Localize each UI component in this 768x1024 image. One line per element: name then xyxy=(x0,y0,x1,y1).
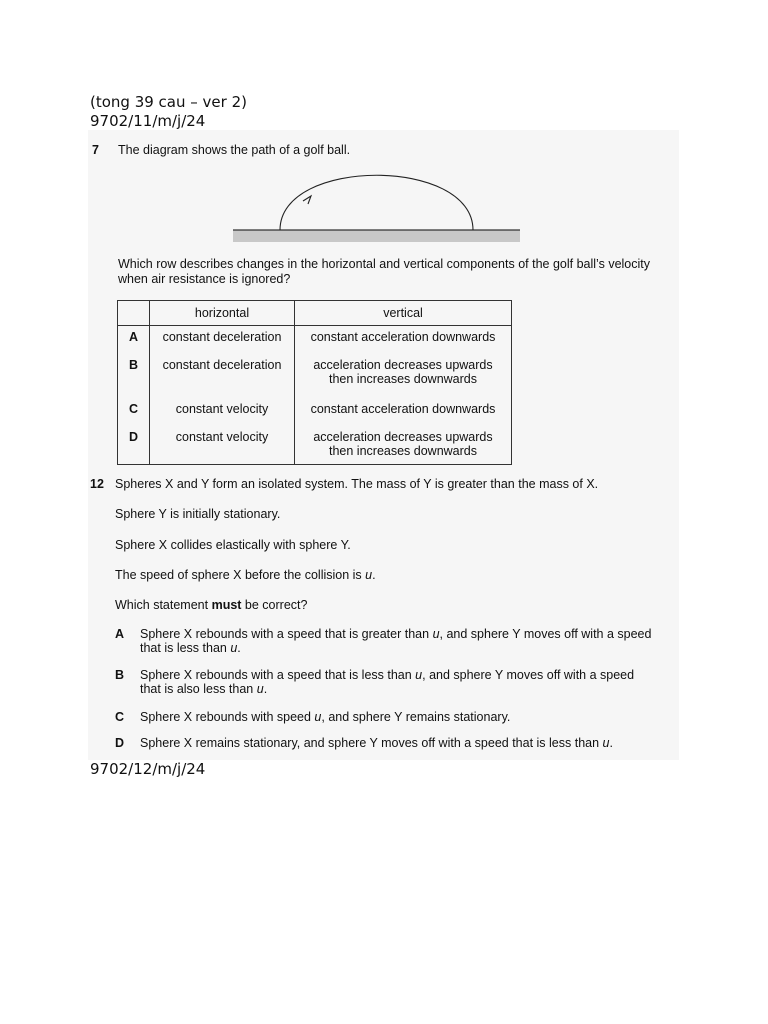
row-vertical-line-2: then increases downwards xyxy=(329,372,477,386)
direction-arrow-icon xyxy=(303,196,311,204)
header-line-2: 9702/11/m/j/24 xyxy=(90,112,206,130)
q7-question-line-2: when air resistance is ignored? xyxy=(118,272,291,286)
table-row xyxy=(118,326,512,355)
golf-ball-path-diagram xyxy=(233,170,521,245)
row-vertical-line-1: constant acceleration downwards xyxy=(310,402,496,416)
row-key: B xyxy=(118,354,150,398)
footer-code: 9702/12/m/j/24 xyxy=(90,760,206,778)
option-c-key: C xyxy=(115,710,125,724)
q7-options-table xyxy=(117,300,512,465)
q12-line-2: Sphere Y is initially stationary. xyxy=(115,507,281,521)
q12-line-5: Which statement must be correct? xyxy=(115,598,308,612)
row-vertical-line-2: then increases downwards xyxy=(329,444,477,458)
q12-line-1: Spheres X and Y form an isolated system. The mass of Y is greater than the mass of X. xyxy=(115,477,599,491)
q12-number: 12 xyxy=(90,477,104,491)
row-horizontal: constant deceleration xyxy=(150,354,295,398)
row-key: D xyxy=(118,426,150,465)
header-line-1: (tong 39 cau – ver 2) xyxy=(90,93,247,111)
row-key: C xyxy=(118,398,150,426)
row-horizontal: constant velocity xyxy=(150,426,295,465)
table-row xyxy=(118,426,512,465)
option-b-text: Sphere X rebounds with a speed that is less than u, and sphere Y moves off with a speed that is also less than u. xyxy=(140,668,635,696)
q12-line-4: The speed of sphere X before the collision is u. xyxy=(115,568,376,582)
option-b-key: B xyxy=(115,668,125,682)
q12-line-3: Sphere X collides elastically with sphere Y. xyxy=(115,538,351,552)
q7-number: 7 xyxy=(92,143,99,157)
table-header-vertical: vertical xyxy=(295,301,512,326)
option-c-text: Sphere X rebounds with speed u, and sphere Y remains stationary. xyxy=(140,710,511,724)
option-d-text: Sphere X remains stationary, and sphere Y moves off with a speed that is less than u. xyxy=(140,736,613,750)
ground-strip xyxy=(233,230,520,242)
table-header-horizontal: horizontal xyxy=(150,301,295,326)
option-d-key: D xyxy=(115,736,125,750)
row-key: A xyxy=(118,326,150,355)
row-vertical-line-1: acceleration decreases upwards xyxy=(313,430,493,444)
q7-intro: The diagram shows the path of a golf ball. xyxy=(118,143,351,157)
scanned-question-image xyxy=(88,130,679,760)
row-horizontal: constant deceleration xyxy=(150,326,295,355)
option-a-key: A xyxy=(115,627,125,641)
row-vertical-line-1: acceleration decreases upwards xyxy=(313,358,493,372)
option-a-text: Sphere X rebounds with a speed that is greater than u, and sphere Y moves off with a speed that is less than u. xyxy=(140,627,652,655)
table-row xyxy=(118,354,512,398)
row-horizontal: constant velocity xyxy=(150,398,295,426)
row-vertical-line-1: constant acceleration downwards xyxy=(310,330,496,344)
q7-question-line-1: Which row describes changes in the horizontal and vertical components of the golf ball’s velocity xyxy=(118,257,650,271)
table-row xyxy=(118,398,512,426)
